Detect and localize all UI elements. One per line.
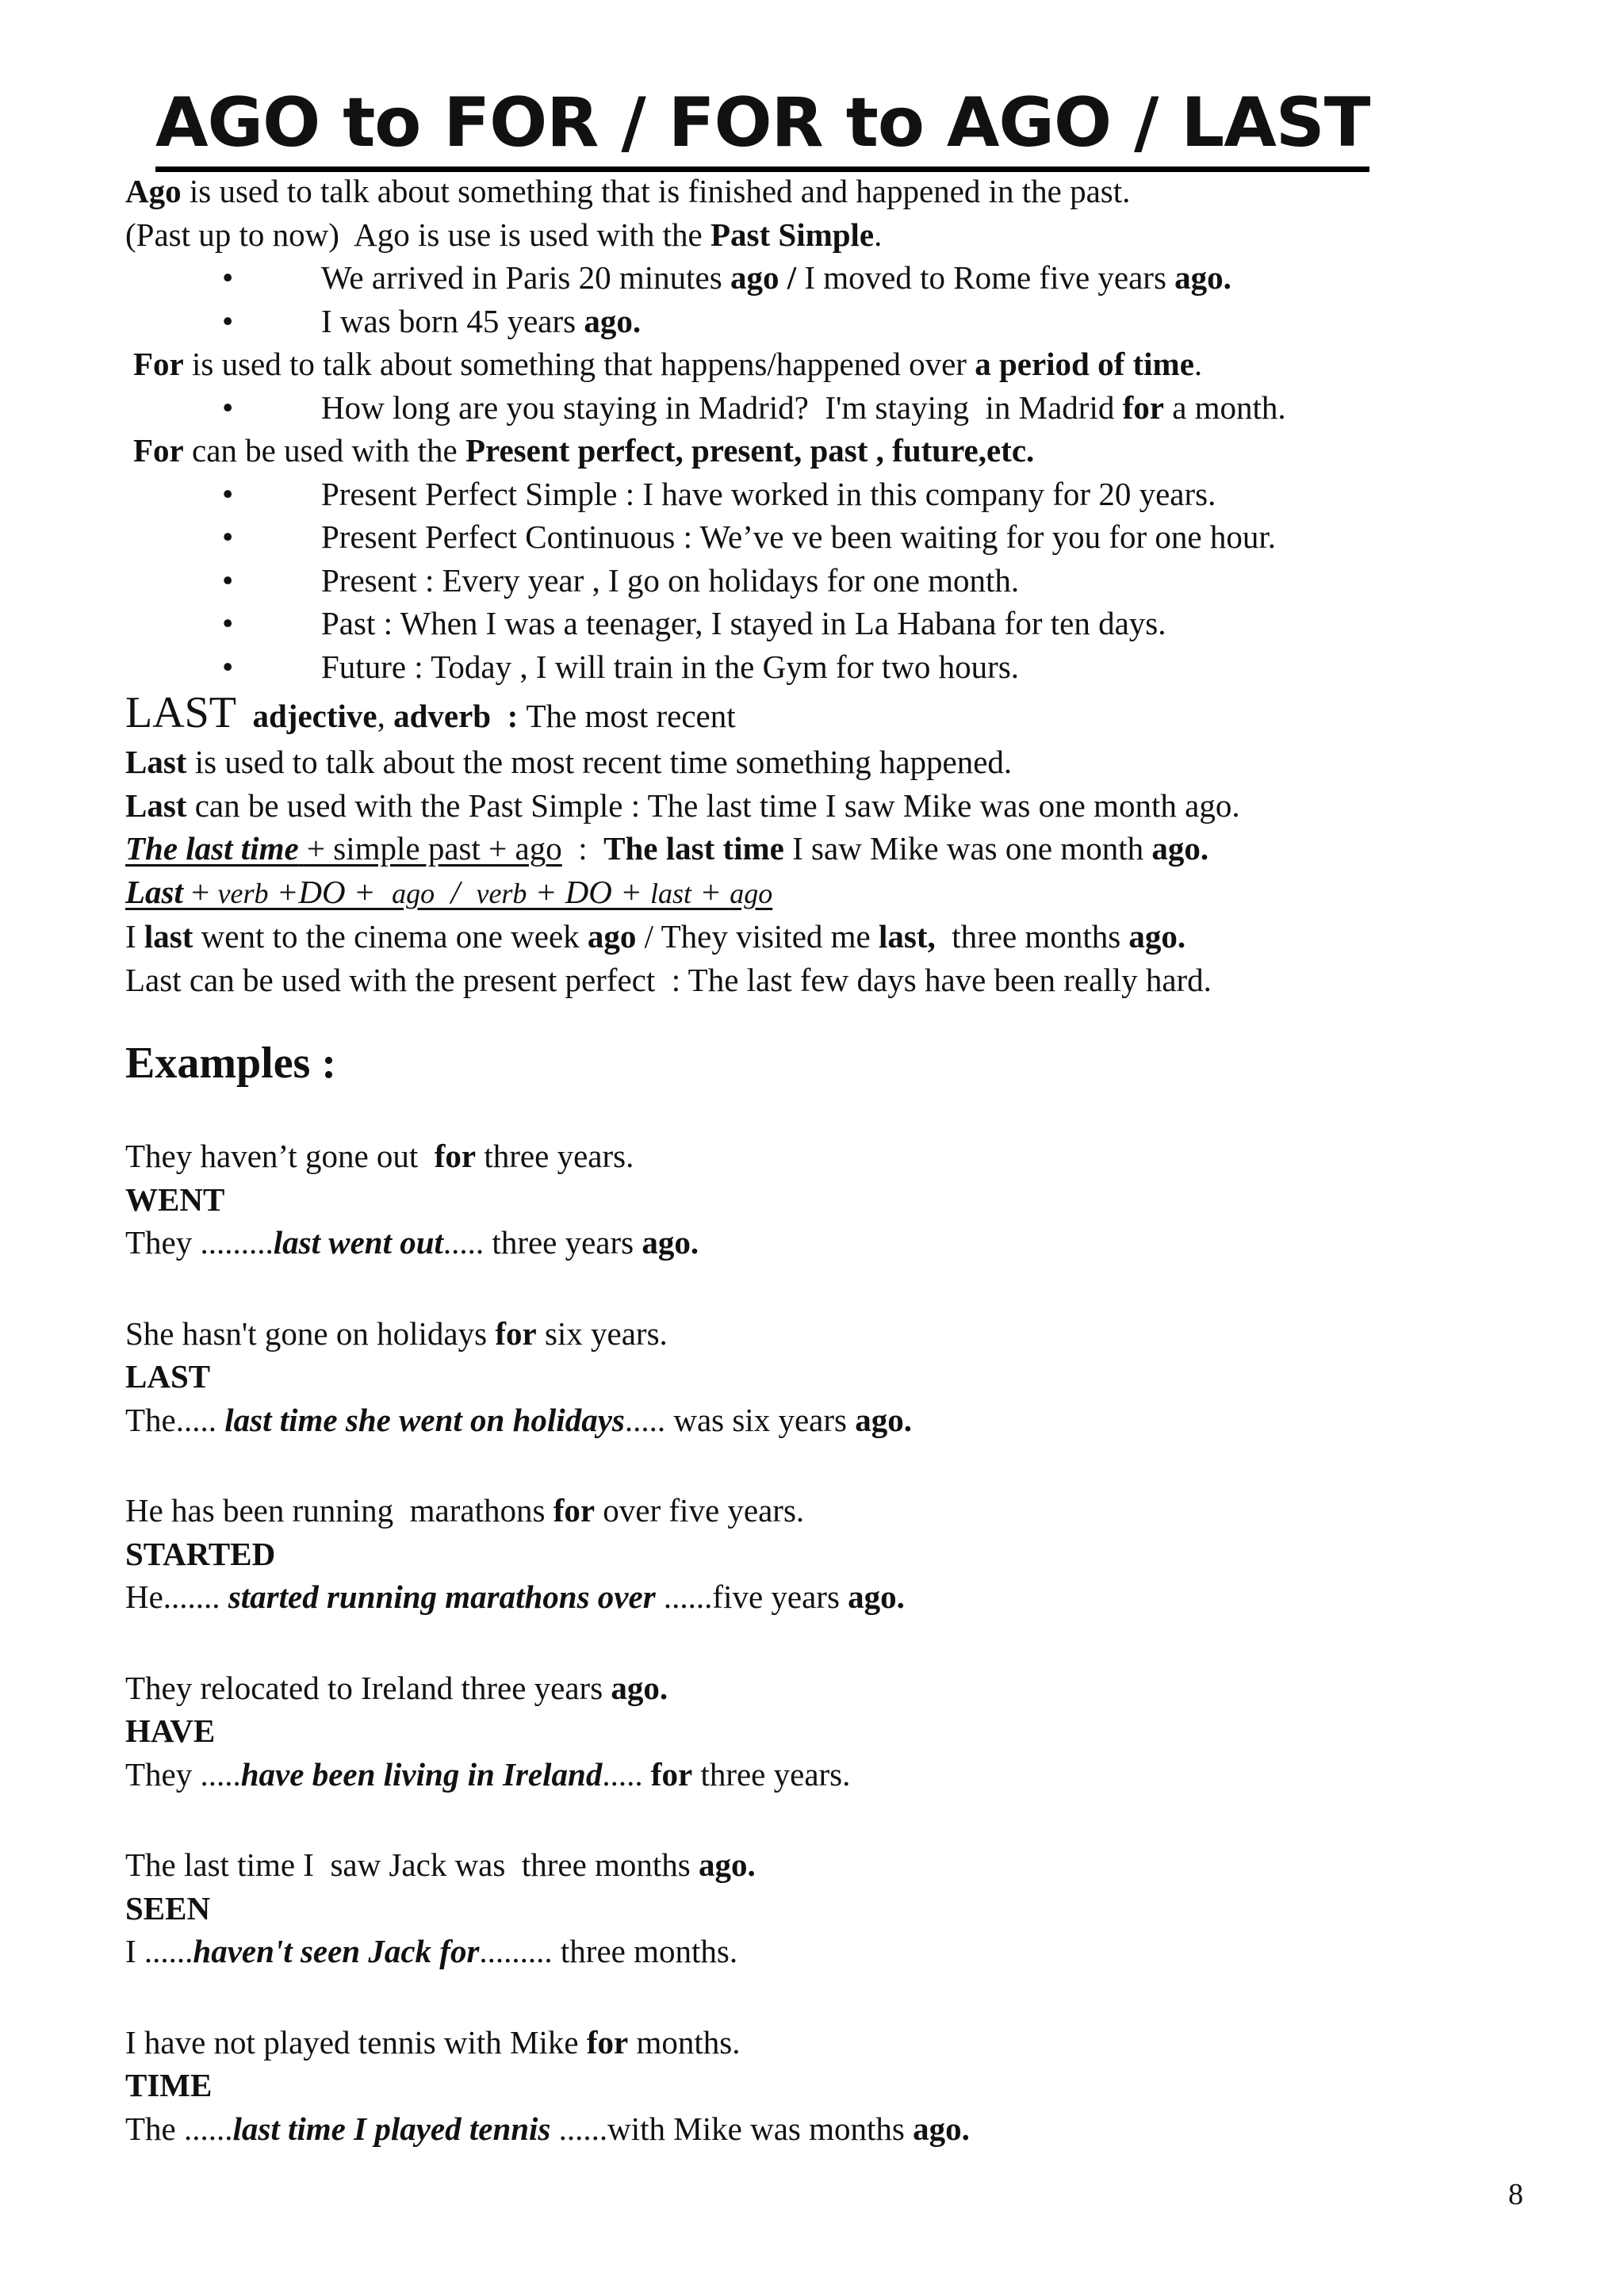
for-definition: [125, 342, 1584, 386]
page-number: 8: [1508, 2178, 1523, 2211]
sentence-bold: for: [586, 2023, 629, 2061]
term-ago: Ago: [125, 173, 182, 209]
example-text: went to the cinema one week: [193, 918, 588, 955]
spacer: [125, 1441, 1584, 1489]
spacer: [125, 1619, 1584, 1667]
example-item: [125, 1135, 1584, 1265]
last-heading: [125, 688, 1584, 740]
example-bold: ago.: [1174, 259, 1231, 296]
example-keyword: LAST: [125, 1358, 211, 1395]
example-keyword-row: [125, 1533, 1584, 1576]
example-text: I: [125, 918, 144, 955]
last-definition-text: is used to talk about the most recent time something happened.: [186, 744, 1013, 780]
example-keyword-row: [125, 2064, 1584, 2107]
formula-underlined: [125, 830, 562, 867]
example-keyword-row: [125, 1887, 1584, 1931]
answer-bold: for: [650, 1755, 693, 1793]
answer-fill: last time I played tennis: [232, 2110, 551, 2147]
answer-text: three years.: [692, 1755, 851, 1793]
answer-fill: last went out: [273, 1224, 443, 1261]
for-tense-example: [125, 515, 1584, 559]
sentence-text: She hasn't gone on holidays: [125, 1314, 496, 1352]
sentence-bold: ago.: [699, 1846, 756, 1883]
example-answer: [125, 1399, 1584, 1442]
example-bold: for: [1122, 388, 1164, 426]
sentence-text: months.: [628, 2023, 741, 2061]
example-text: three months: [935, 918, 1129, 955]
example-bold: last: [144, 918, 193, 955]
for-usage-text: can be used with the: [183, 432, 465, 469]
ago-example-2: [125, 300, 1584, 343]
answer-text: The ......: [125, 2110, 233, 2147]
example-item: [125, 1843, 1584, 1973]
example-keyword: HAVE: [125, 1712, 216, 1749]
example-text: How long are you staying in Madrid? I'm staying in Madrid: [321, 388, 1123, 426]
example-bold: ago: [587, 918, 637, 955]
answer-text: ..... three years: [442, 1224, 642, 1261]
example-keyword: WENT: [125, 1181, 225, 1218]
bullet-icon: •: [222, 519, 234, 555]
formula-underlined: [125, 874, 772, 910]
formula-text: ago: [730, 877, 773, 909]
ago-example-1: [125, 256, 1584, 300]
spacer: [125, 1973, 1584, 2021]
answer-bold: ago.: [855, 1401, 912, 1438]
ago-definition-text: is used to talk about something that is finished and happened in the past.: [181, 173, 1131, 209]
example-text: Past : When I was a teenager, I stayed in La Habana for ten days.: [321, 605, 1166, 641]
past-simple-term: Past Simple: [710, 216, 875, 253]
answer-text: ..... was six years: [624, 1401, 856, 1438]
last-formula-1: [125, 827, 1584, 871]
example-answer: [125, 1930, 1584, 1973]
punctuation: ,: [377, 698, 394, 734]
sentence-bold: for: [434, 1138, 477, 1174]
example-sentence: [125, 2021, 1584, 2064]
example-answer: [125, 2107, 1584, 2151]
spacer: [125, 1265, 1584, 1312]
punctuation: .: [1193, 346, 1203, 382]
example-text: Future : Today , I will train in the Gym for two hours.: [321, 648, 1020, 685]
example-answer: [125, 1753, 1584, 1797]
example-keyword-row: [125, 1709, 1584, 1753]
sentence-bold: ago.: [611, 1669, 668, 1706]
example-keyword-row: [125, 1178, 1584, 1222]
for-example-madrid: [125, 386, 1584, 430]
for-tense-example: [125, 559, 1584, 603]
formula-text: +: [182, 873, 218, 910]
term-last: Last: [125, 786, 187, 824]
answer-bold: ago.: [642, 1224, 699, 1261]
example-text: / They visited me: [636, 918, 879, 955]
answer-fill: have been living in Ireland: [240, 1755, 603, 1793]
formula-text: last: [650, 877, 692, 909]
example-text: I was born 45 years: [321, 302, 584, 339]
answer-fill: started running marathons over: [228, 1578, 656, 1615]
example-item: [125, 1667, 1584, 1797]
answer-text: ......... three months.: [479, 1933, 738, 1969]
for-usage: [125, 429, 1584, 473]
answer-text: The.....: [125, 1401, 225, 1438]
period-of-time-term: a period of time: [975, 346, 1194, 382]
sentence-bold: for: [495, 1314, 537, 1352]
answer-text: They .........: [125, 1224, 274, 1261]
formula-text: /: [435, 873, 477, 910]
last-heading-word: LAST: [125, 688, 236, 737]
document-body: [125, 170, 1584, 2150]
example-item: [125, 2021, 1584, 2151]
formula-text: +: [691, 873, 730, 910]
formula-term: Last: [125, 873, 183, 910]
last-usage-present-perfect: [125, 959, 1584, 1002]
example-text: Present Perfect Simple : I have worked in this company for 20 years.: [321, 475, 1216, 512]
example-bold: ago.: [584, 302, 642, 339]
term-for: For: [133, 346, 184, 382]
spacer: [236, 698, 253, 734]
answer-text: I ......: [125, 1933, 193, 1969]
sentence-text: He has been running marathons: [125, 1492, 553, 1529]
last-usage-text: Last can be used with the present perfect : The last few days have been really hard.: [125, 961, 1212, 998]
bullet-icon: •: [222, 302, 234, 339]
example-sentence: [125, 1667, 1584, 1710]
adverb-label: adverb: [393, 698, 492, 734]
bullet-icon: •: [222, 561, 234, 599]
example-text: I moved to Rome five years: [804, 259, 1175, 296]
adjective-label: adjective: [252, 698, 377, 734]
example-sentence: [125, 1312, 1584, 1356]
term-for: For: [133, 432, 184, 469]
sentence-text: three years.: [476, 1138, 634, 1174]
sentence-text: The last time I saw Jack was three months: [125, 1846, 699, 1883]
example-sentence: [125, 1843, 1584, 1887]
example-text: Present : Every year , I go on holidays for one month.: [321, 561, 1020, 599]
answer-text: He.......: [125, 1578, 228, 1615]
for-tense-example: [125, 645, 1584, 689]
formula-term: The last time: [125, 830, 299, 867]
punctuation: .: [874, 216, 883, 253]
answer-bold: ago.: [848, 1578, 905, 1615]
for-tense-example: [125, 473, 1584, 516]
bullet-icon: •: [222, 259, 234, 296]
punctuation: :: [491, 698, 527, 734]
sentence-text: They haven’t gone out: [125, 1138, 435, 1174]
examples-list: [125, 1135, 1584, 2150]
example-answer: [125, 1575, 1584, 1619]
last-formula-2: [125, 871, 1584, 916]
term-last: Last: [125, 744, 187, 780]
ago-usage: [125, 213, 1584, 257]
page-title: AGO to FOR / FOR to AGO / LAST: [155, 79, 1369, 172]
spacer: [125, 1796, 1584, 1843]
sentence-text: I have not played tennis with Mike: [125, 2023, 587, 2061]
for-tense-example: [125, 602, 1584, 645]
example-keyword: TIME: [125, 2067, 213, 2103]
sentence-bold: for: [553, 1492, 596, 1529]
answer-fill: haven't seen Jack for: [193, 1933, 480, 1969]
answer-fill: last time she went on holidays: [224, 1401, 625, 1438]
formula-example-bold: The last time: [603, 830, 784, 867]
sentence-text: over five years.: [595, 1492, 805, 1529]
last-meaning: The most recent: [526, 698, 736, 734]
formula-text: +DO +: [268, 873, 393, 910]
example-sentence: [125, 1489, 1584, 1533]
formula-text: verb: [476, 877, 527, 909]
answer-bold: ago.: [913, 2110, 970, 2147]
example-keyword-row: [125, 1355, 1584, 1399]
for-definition-text: is used to talk about something that happens/happened over: [183, 346, 975, 382]
example-bold: ago /: [730, 259, 805, 296]
example-bold: last,: [878, 918, 936, 955]
example-keyword: STARTED: [125, 1535, 276, 1572]
formula-text: + simple past + ago: [298, 830, 562, 867]
ago-usage-text: (Past up to now) Ago is use is used with the: [125, 216, 710, 253]
bullet-icon: •: [222, 648, 234, 685]
spacer: [125, 1095, 1584, 1135]
example-keyword: SEEN: [125, 1889, 211, 1927]
answer-text: ......five years: [655, 1578, 848, 1615]
tenses-list: Present perfect, present, past , future,etc.: [465, 432, 1035, 469]
last-example-line: [125, 915, 1584, 959]
example-text: Present Perfect Continuous : We’ve ve been waiting for you for one hour.: [321, 519, 1277, 555]
bullet-icon: •: [222, 475, 234, 512]
answer-text: .....: [602, 1755, 651, 1793]
example-item: [125, 1312, 1584, 1442]
formula-text: + DO +: [527, 873, 650, 910]
formula-example-bold: ago.: [1151, 830, 1209, 867]
last-definition: [125, 740, 1584, 784]
example-bold: ago.: [1128, 918, 1186, 955]
example-sentence: [125, 1135, 1584, 1178]
punctuation: :: [561, 830, 604, 867]
last-usage-text: can be used with the Past Simple : The last time I saw Mike was one month ago.: [186, 786, 1240, 824]
formula-example-text: I saw Mike was one month: [783, 830, 1152, 867]
example-answer: [125, 1221, 1584, 1265]
bullet-icon: •: [222, 605, 234, 641]
formula-text: verb: [217, 877, 269, 909]
example-item: [125, 1489, 1584, 1619]
ago-definition: [125, 170, 1584, 213]
sentence-text: They relocated to Ireland three years: [125, 1669, 611, 1706]
answer-text: ......with Mike was months: [550, 2110, 914, 2147]
formula-text: ago: [392, 877, 435, 909]
example-text: We arrived in Paris 20 minutes: [321, 259, 730, 296]
example-text: a month.: [1163, 388, 1286, 426]
bullet-icon: •: [222, 388, 234, 426]
sentence-text: six years.: [536, 1314, 668, 1352]
answer-text: They .....: [125, 1755, 241, 1793]
last-usage-past: [125, 784, 1584, 828]
examples-heading: Examples :: [125, 1039, 336, 1088]
